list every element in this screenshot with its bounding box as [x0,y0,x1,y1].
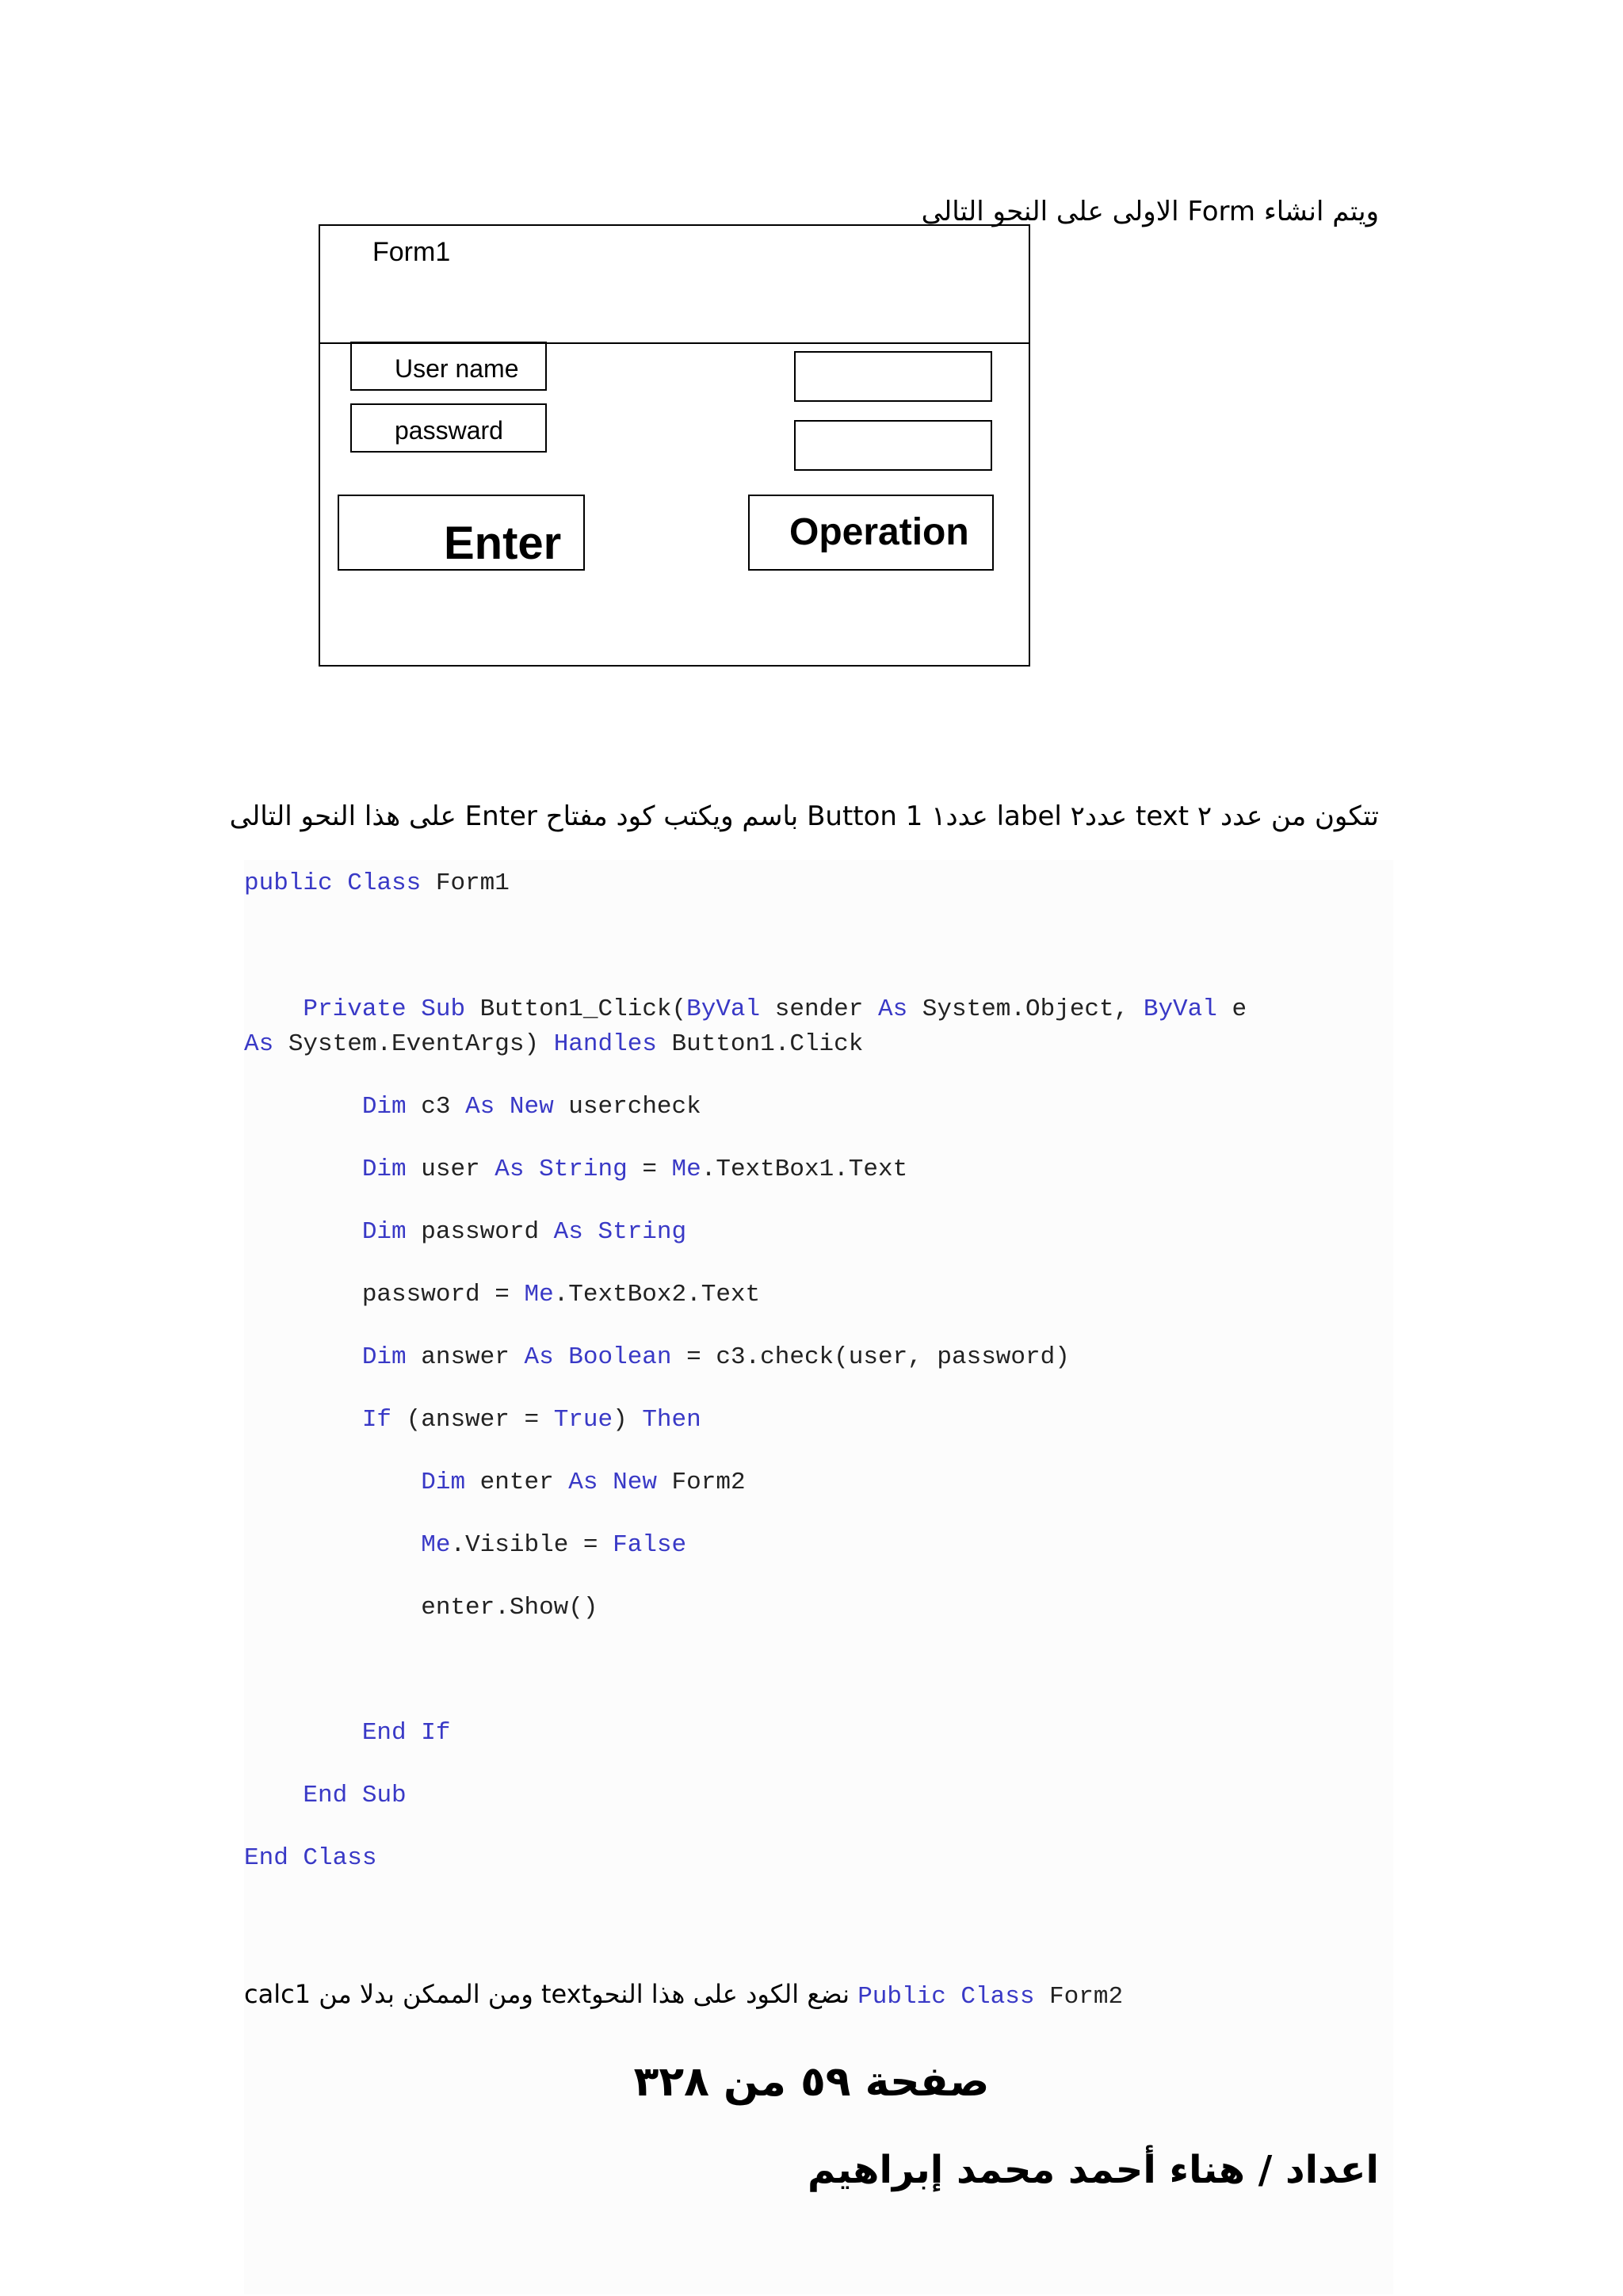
code-line: password = Me.TextBox2.Text [361,1281,761,1308]
code-line: If (answer = True) Then [361,1406,701,1434]
last-line-arabic: calc1 ومن الممكن بدلا من textنضع الكود على هذا النحو [244,1979,850,2009]
form-title-bar [320,226,1029,344]
enter-button[interactable] [338,495,585,571]
label-password-text: passward [395,416,503,445]
code-line: enter.Show() [421,1594,598,1622]
code-line: Dim password As String [361,1218,687,1246]
last-line-code: Public Class Form2 [857,1983,1124,2011]
code-line: Dim answer As Boolean = c3.check(user, password) [361,1343,1070,1371]
enter-button-label: Enter [444,518,562,569]
operation-button[interactable] [748,495,994,571]
label-password [350,403,547,453]
author-credit: اعداد / هناء أحمد محمد إبراهيم [807,2148,1379,2192]
mixed-text-line [244,1979,1123,2011]
intro-form-text: ويتم انشاء Form الاولى على النحو التالى [921,196,1379,227]
operation-button-label: Operation [789,511,969,553]
code-line: Private Sub Button1_Click(ByVal sender As System.Object, ByVal e [303,995,1247,1023]
code-line: End If [361,1719,451,1747]
code-line: As System.EventArgs) Handles Button1.Click [244,1030,864,1058]
code-line: End Sub [303,1782,407,1809]
intro-controls-text: تتكون من عدد ٢ text عدد٢ label عدد١ Button 1 باسم ويكتب كود مفتاح Enter على هذا النحو التالى [229,800,1379,832]
code-line: public Class Form1 [244,869,510,897]
form1-diagram [319,224,1030,667]
page-number: صفحة ٥٩ من ٣٢٨ [633,2058,990,2106]
form-title: Form1 [372,237,451,267]
label-user-name [350,342,547,391]
textbox-user[interactable] [794,351,992,402]
label-user-name-text: User name [395,354,519,383]
code-line: Dim enter As New Form2 [421,1469,746,1496]
code-line: Me.Visible = False [421,1531,687,1559]
code-line: Dim user As String = Me.TextBox1.Text [361,1156,908,1183]
textbox-password[interactable] [794,420,992,471]
code-line: Dim c3 As New usercheck [361,1093,701,1121]
code-line: End Class [244,1844,377,1872]
